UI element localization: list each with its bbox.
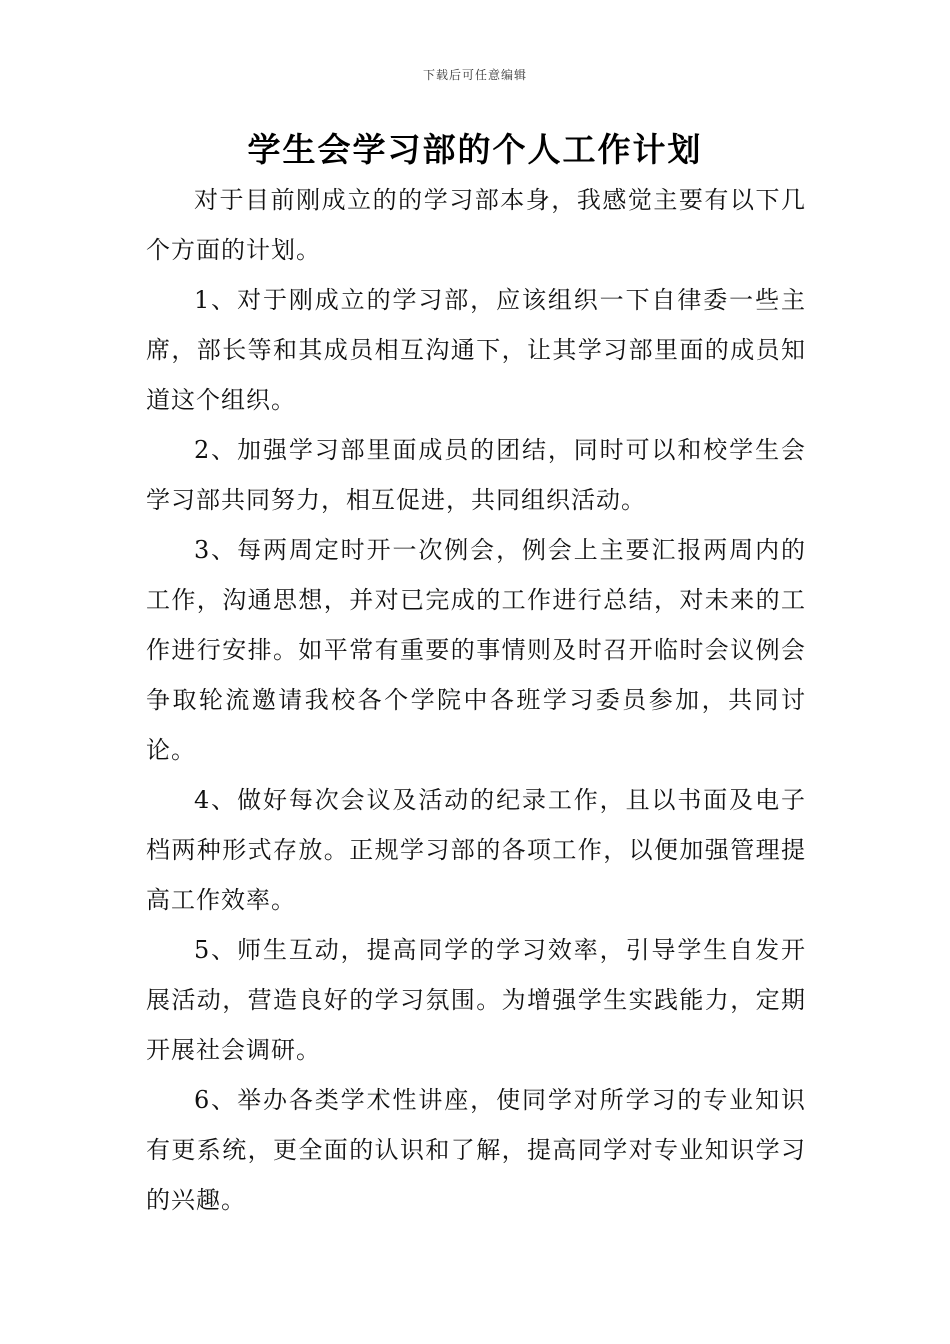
paragraph-intro: 对于目前刚成立的的学习部本身，我感觉主要有以下几个方面的计划。 <box>146 186 806 264</box>
header-note: 下载后可任意编辑 <box>422 68 527 82</box>
paragraph-item-3: 3、每两周定时开一次例会，例会上主要汇报两周内的工作，沟通思想，并对已完成的工作进行总结，对未来的工作进行安排。如平常有重要的事情则及时召开临时会议例会争取轮流邀请我校各个学院中各班学习委员参加，共同讨论。 <box>146 536 806 764</box>
paragraph-item-5: 5、师生互动，提高同学的学习效率，引导学生自发开展活动，营造良好的学习氛围。为增强学生实践能力，定期开展社会调研。 <box>146 936 806 1064</box>
paragraph-item-4: 4、做好每次会议及活动的纪录工作，且以书面及电子档两种形式存放。正规学习部的各项工作，以便加强管理提高工作效率。 <box>146 786 806 914</box>
paragraph-item-6: 6、举办各类学术性讲座，使同学对所学习的专业知识有更系统，更全面的认识和了解，提高同学对专业知识学习的兴趣。 <box>146 1086 806 1214</box>
paragraph-item-2: 2、加强学习部里面成员的团结，同时可以和校学生会学习部共同努力，相互促进，共同组织活动。 <box>146 436 806 514</box>
document-body <box>146 175 806 1225</box>
document-title: 学生会学习部的个人工作计划 <box>247 130 703 169</box>
paragraph-item-1: 1、对于刚成立的学习部，应该组织一下自律委一些主席，部长等和其成员相互沟通下，让其学习部里面的成员知道这个组织。 <box>146 286 806 414</box>
